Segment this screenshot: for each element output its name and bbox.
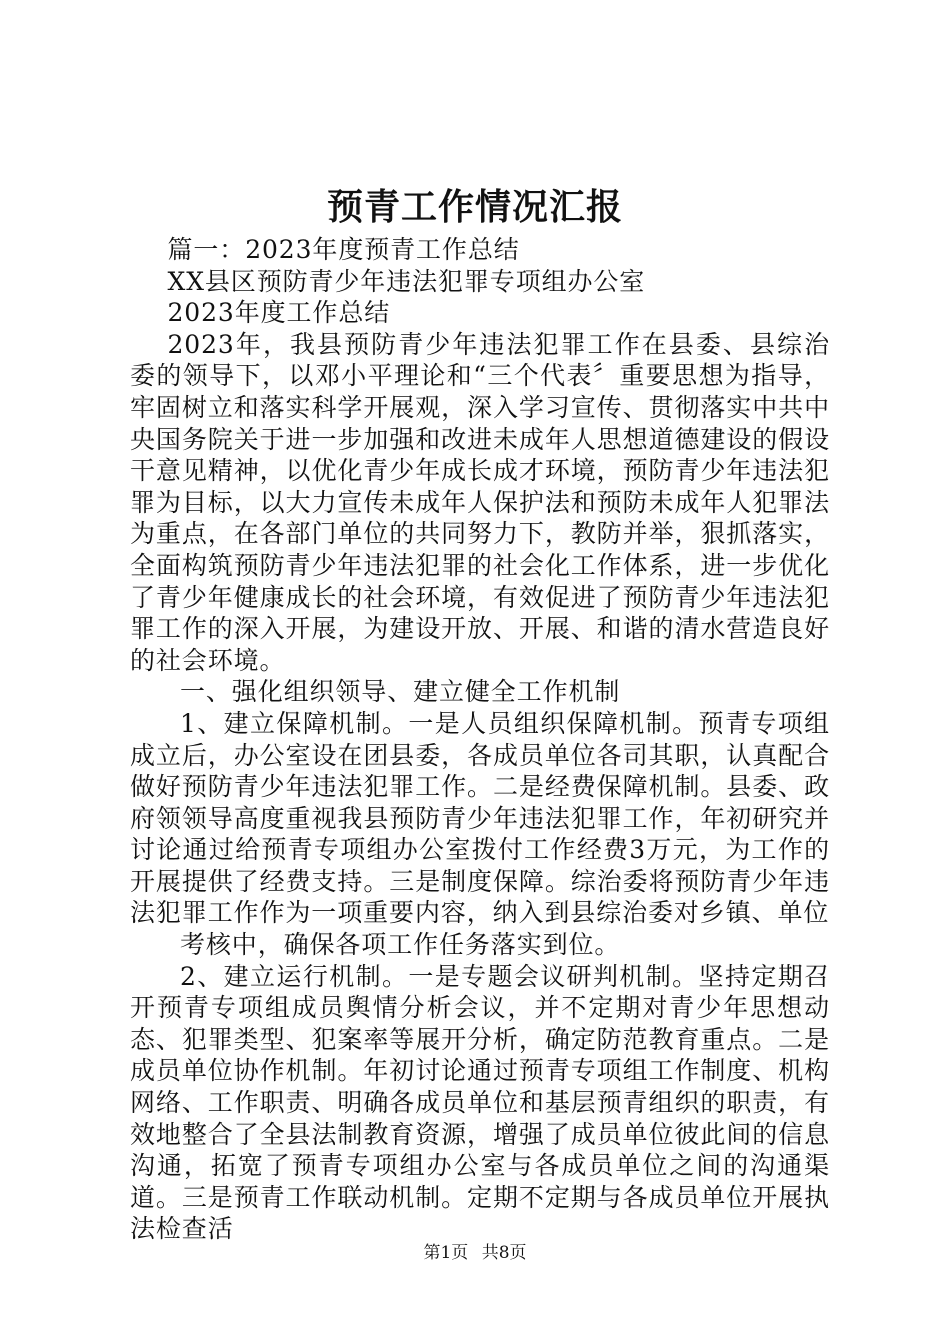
- paragraph-intro: 2023年，我县预防青少年违法犯罪工作在县委、县综治委的领导下，以邓小平理论和“三个代表〞重要思想为指导，牢固树立和落实科学开展观，深入学习宣传、贯彻落实中共中央国务院关于进一步加强和改进未成年人思想道德建设的假设干意见精神，以优化青少年成长成才环境，预防青少年违法犯罪为目标，以大力宣传未成年人保护法和预防未成年人犯罪法为重点，在各部门单位的共同努力下，教防并举，狠抓落实，全面构筑预防青少年违法犯罪的社会化工作体系，进一步优化了青少年健康成长的社会环境，有效促进了预防青少年违法犯罪工作的深入开展，为建设开放、开展、和谐的清水营造良好的社会环境。: [130, 329, 830, 675]
- paragraph-operation-mechanism: 2、建立运行机制。一是专题会议研判机制。坚持定期召开预青专项组成员舆情分析会议，并不定期对青少年思想动态、犯罪类型、犯案率等展开分析，确定防范教育重点。二是成员单位协作机制。年初讨论通过预青专项组工作制度、机构网络、工作职责、明确各成员单位和基层预青组织的职责，有效地整合了全县法制教育资源，增强了成员单位彼此间的信息沟通，拓宽了预青专项组办公室与各成员单位之间的沟通渠道。三是预青工作联动机制。定期不定期与各成员单位开展执法检查活: [130, 961, 830, 1244]
- section-heading-1: 一、强化组织领导、建立健全工作机制: [180, 677, 621, 707]
- paragraph-subtitle-1: 篇一：2023年度预青工作总结: [167, 235, 520, 264]
- page-number: 第1页: [423, 1243, 469, 1263]
- paragraph-subtitle-3: 2023年度工作总结: [167, 298, 391, 328]
- paragraph-assessment: 考核中，确保各项工作任务落实到位。: [180, 930, 621, 960]
- document-body: [130, 234, 830, 1245]
- paragraph-subtitle-2: XX县区预防青少年违法犯罪专项组办公室: [167, 266, 646, 296]
- page-total: 共8页: [481, 1243, 527, 1263]
- page-footer: [0, 1241, 950, 1265]
- paragraph-guarantee-mechanism: 1、建立保障机制。一是人员组织保障机制。预青专项组成立后，办公室设在团县委，各成员单位各司其职，认真配合做好预防青少年违法犯罪工作。二是经费保障机制。县委、政府领领导高度重视我县预防青少年违法犯罪工作，年初研究并讨论通过给预青专项组办公室拨付工作经费3万元，为工作的开展提供了经费支持。三是制度保障。综治委将预防青少年违法犯罪工作作为一项重要内容，纳入到县综治委对乡镇、单位: [130, 708, 830, 928]
- document-title: 预青工作情况汇报: [326, 186, 623, 228]
